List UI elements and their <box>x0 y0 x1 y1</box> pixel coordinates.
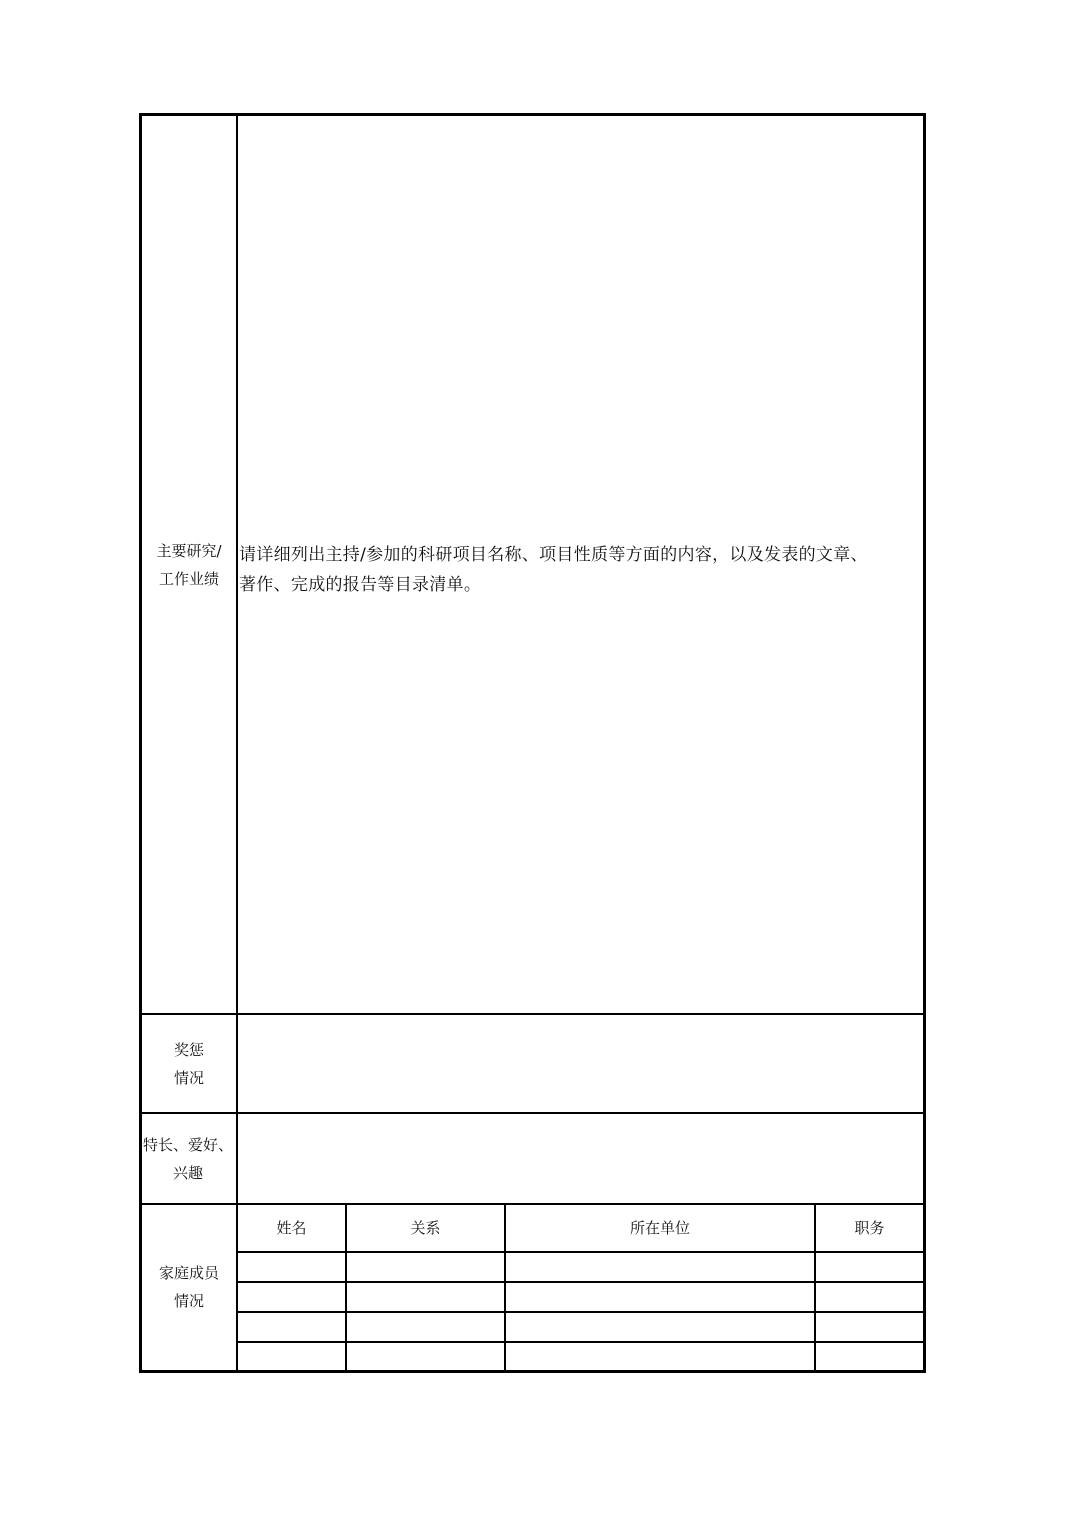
research-label <box>142 537 236 593</box>
family-cell-position[interactable] <box>816 1283 923 1311</box>
research-instruction-line1: 请详细列出主持/参加的科研项目名称、项目性质等方面的内容，以及发表的文章、 <box>239 545 868 565</box>
family-cell-name[interactable] <box>238 1283 345 1311</box>
awards-label <box>142 1036 236 1092</box>
research-instruction-line2: 著作、完成的报告等目录清单。 <box>239 575 482 595</box>
family-label-line2: 情况 <box>173 1292 204 1310</box>
family-label-line1: 家庭成员 <box>158 1264 219 1282</box>
research-label-line2: 工作业绩 <box>158 570 219 588</box>
family-cell-name[interactable] <box>238 1313 345 1341</box>
family-header-relation: 关系 <box>410 1219 441 1237</box>
family-cell-name[interactable] <box>238 1253 345 1281</box>
awards-label-line2: 情况 <box>173 1069 204 1087</box>
family-cell-relation[interactable] <box>347 1283 504 1311</box>
family-cell-relation[interactable] <box>347 1253 504 1281</box>
research-label-line1: 主要研究/ <box>156 542 222 560</box>
family-cell-employer[interactable] <box>506 1343 814 1371</box>
research-instruction[interactable] <box>239 540 923 600</box>
section-divider <box>139 1013 926 1015</box>
section-divider <box>139 1112 926 1114</box>
family-cell-employer[interactable] <box>506 1253 814 1281</box>
family-cell-position[interactable] <box>816 1253 923 1281</box>
family-header-employer: 所在单位 <box>629 1219 690 1237</box>
awards-label-line1: 奖惩 <box>173 1041 204 1059</box>
family-cell-employer[interactable] <box>506 1283 814 1311</box>
hobbies-label <box>139 1131 237 1187</box>
awards-content-field[interactable] <box>240 1016 923 1111</box>
family-label <box>142 1259 236 1315</box>
family-cell-relation[interactable] <box>347 1343 504 1371</box>
family-cell-position[interactable] <box>816 1343 923 1371</box>
family-cell-employer[interactable] <box>506 1313 814 1341</box>
family-cell-relation[interactable] <box>347 1313 504 1341</box>
hobbies-label-line2: 兴趣 <box>172 1164 203 1182</box>
hobbies-content-field[interactable] <box>240 1115 923 1202</box>
family-header-name: 姓名 <box>276 1219 307 1237</box>
family-header-position: 职务 <box>854 1219 885 1237</box>
family-cell-position[interactable] <box>816 1313 923 1341</box>
hobbies-label-line1: 特长、爱好、 <box>142 1136 233 1154</box>
family-cell-name[interactable] <box>238 1343 345 1371</box>
